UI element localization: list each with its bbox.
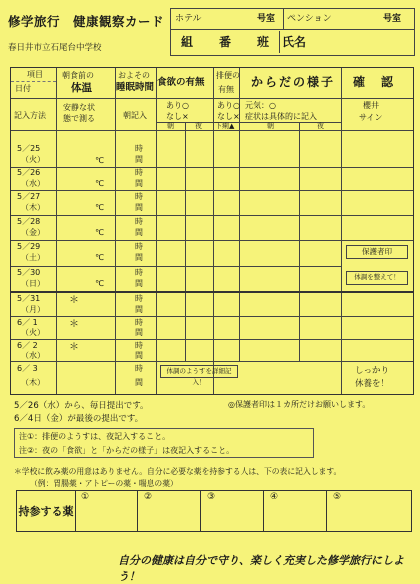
note-2: 注②：夜の「食欲」と「からだの様子」は夜記入すること。 bbox=[19, 446, 235, 455]
header-bowel-top: 排便の bbox=[216, 71, 240, 80]
header-confirm: 確 認 bbox=[353, 75, 396, 89]
bowel-note-3: 下痢▲ bbox=[215, 122, 235, 130]
header-temp-top: 朝食前の bbox=[62, 71, 94, 80]
name-label: 氏名 bbox=[279, 31, 306, 53]
header-temp: 体温 bbox=[71, 82, 92, 94]
cond-night: 夜 bbox=[317, 122, 324, 130]
notes-box bbox=[14, 428, 314, 458]
pension-label: ペンション bbox=[287, 14, 332, 24]
meal-morning: 朝 bbox=[167, 122, 174, 130]
medicine-slot: ③ bbox=[201, 491, 264, 531]
medicine-example: （例：胃腸薬・アトピーの薬・喘息の薬） bbox=[30, 479, 178, 488]
bowel-note-1: あり○ bbox=[217, 101, 240, 110]
medicine-label: 持参する薬 bbox=[17, 491, 76, 531]
footer-line-1-right: ◎保護者印は１カ所だけお願いします。 bbox=[228, 400, 371, 409]
footer-line-1: 5／26（水）から、毎日提出です。 bbox=[14, 401, 149, 411]
last-row-note: 体調のようすを詳細記入！ bbox=[160, 365, 238, 378]
header-appetite: 食欲の有無 bbox=[157, 77, 205, 88]
final-note-2: 休養を！ bbox=[355, 379, 390, 389]
final-note-1: しっかり bbox=[355, 366, 390, 376]
header-sleep-top: およその bbox=[118, 71, 150, 80]
room-label-2: 号室 bbox=[383, 14, 402, 24]
medicine-note: ＊学校に飲み薬の用意はありません。自分に必要な薬を持参する人は、下の表に記入します。 bbox=[14, 467, 342, 476]
cond-morning: 朝 bbox=[267, 122, 274, 130]
bowel-note-2: なし× bbox=[217, 112, 240, 121]
medicine-slot: ⑤ bbox=[333, 492, 342, 502]
header-condition: からだの様子 bbox=[251, 75, 336, 89]
class-label: 組 番 班 bbox=[181, 35, 277, 49]
school-name: 春日井市立石尾台中学校 bbox=[8, 43, 102, 53]
confirm-note-2: サイン bbox=[359, 113, 383, 122]
header-sleep: 睡眠時間 bbox=[116, 82, 155, 93]
room-label: 号室 bbox=[257, 14, 276, 24]
confirm-note-1: 櫻井 bbox=[363, 101, 379, 110]
slogan: 自分の健康は自分で守り、楽しく充実した修学旅行にしよう！ bbox=[118, 554, 404, 583]
meal-night: 夜 bbox=[195, 122, 202, 130]
card-title: 修学旅行 健康観察カード bbox=[8, 14, 165, 29]
medicine-slot: ② bbox=[138, 491, 201, 531]
header-item: 項目 bbox=[27, 70, 43, 79]
condition-note-2: 症状は具体的に記入 bbox=[245, 112, 317, 121]
hotel-label: ホテル bbox=[175, 14, 202, 24]
appetite-note-1: あり○ bbox=[166, 101, 189, 110]
header-day: 日付 bbox=[15, 84, 31, 93]
medicine-slot: ① bbox=[75, 491, 138, 531]
medicine-slot: ④ bbox=[264, 491, 327, 531]
health-table: 項目 日付 朝食前の 体温 およその 睡眠時間 食欲の有無 排便の 有無 からだの様子 確 認 記入方法 安静な状 態で測る 朝記入 あり○ なし× あり○ なし× 下痢▲ 元気：○ 症状は具体的に記入 櫻井 サイン 朝 夜 朝 夜 5／25 （火） ℃ 時 間 5／26 （水） ℃ 時 間 5／27 （木） ℃ 時 間 5／28 （金） ℃ 時 間 5／29 （土） ℃ 時 間 5／30 （日） ℃ 時 間 5／31 （月） ＊ 時 間 6／ 1 （火） ＊ 時 間 6／ 2 （水） ＊ 時 間 6／ 3 （木） 時 間 保護者印 体調を整えて！ 体調のようすを詳細記入！ しっかり 休養を！ bbox=[10, 67, 414, 395]
footer-line-2: 6／4日（金）が最後の提出です。 bbox=[14, 414, 144, 424]
guardian-seal-box: 保護者印 bbox=[346, 245, 408, 259]
method-sleep: 朝記入 bbox=[123, 111, 147, 120]
note-1: 注①：排便のようすは、夜記入すること。 bbox=[19, 432, 171, 441]
medicine-table bbox=[16, 490, 412, 532]
appetite-note-2: なし× bbox=[166, 112, 189, 121]
hotel-box bbox=[170, 8, 415, 56]
method-label: 記入方法 bbox=[14, 111, 46, 120]
method-temp: 安静な状 態で測る bbox=[63, 103, 95, 123]
condition-note-1: 元気：○ bbox=[245, 101, 276, 110]
header-bowel: 有無 bbox=[218, 85, 234, 94]
guardian-note-box: 体調を整えて！ bbox=[346, 271, 408, 285]
